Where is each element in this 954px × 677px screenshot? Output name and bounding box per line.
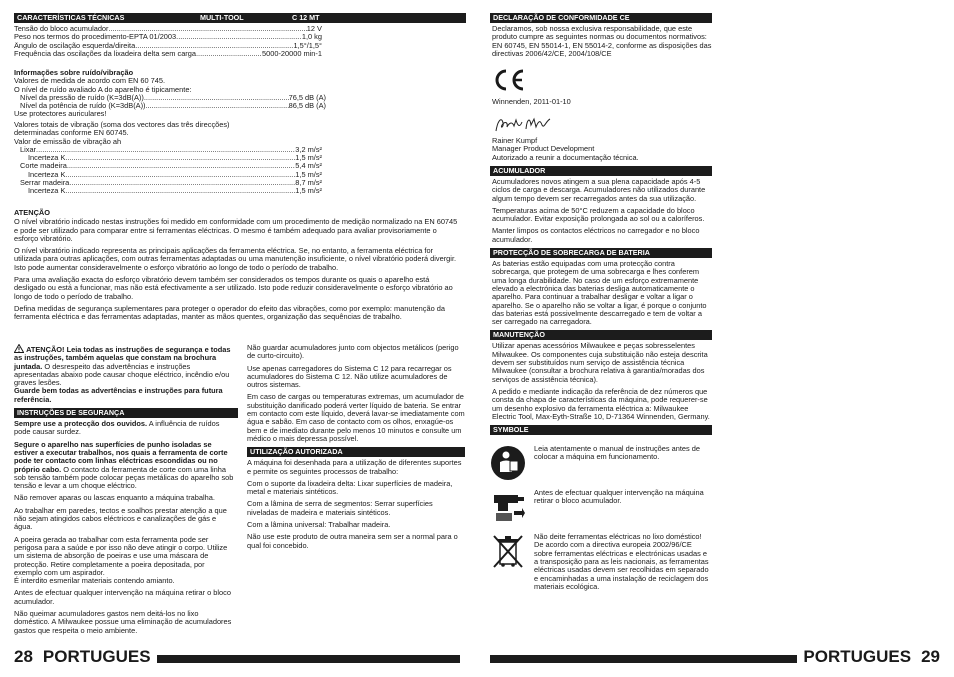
spec-header-model: C 12 MT — [292, 13, 320, 22]
conformity-text: Declaramos, sob nossa exclusiva responsabilidade, que este produto cumpre as seguintes normas ou documentos normativos: EN 60745, EN 55014-1, EN 55014-2, conforme as disposições das directivas 2006/42/CE, 2004/108/CE — [492, 24, 712, 58]
noise-intro: O nível de ruído avaliado A do aparelho é tipicamente: — [14, 84, 192, 94]
battery-paragraph: Acumuladores novos atingem a sua plena capacidade após 4-5 ciclos de carga e descarga. Acumuladores não utilizados durante algum tempo devem ser recarregados antes da sua utilização. — [492, 176, 706, 203]
read-manual-icon — [490, 445, 526, 481]
noise-title: Informações sobre ruído/vibração — [14, 68, 134, 77]
crossed-bin-icon — [490, 533, 526, 569]
spec-row: Peso nos termos do procedimento-EPTA 01/2003 ..... 1,0 kg — [14, 33, 322, 41]
remove-battery-icon — [490, 489, 526, 525]
safety-item: Use apenas carregadores do Sistema C 12 para recarregar os acumuladores do Sistema C 12. Não utilize acumuladores de outros sistemas. — [247, 363, 452, 390]
use-header: UTILIZAÇÃO AUTORIZADA — [247, 447, 465, 457]
warning-bold-text: ATENÇÃO! Leia todas as instruções de segurança e todas as instruções, também aquelas que constam na brochura juntada. — [14, 345, 231, 371]
vibration-intro: Valores totais de vibração (soma dos vectores das três direcções) determinadas conforme EN 60745. — [14, 120, 230, 138]
safety-item: Segure o aparelho nas superfícies de punho isoladas se estiver a executar trabalhos, nos quais a ferramenta de corte pode ter contacto com linhas eléctricas escondidas ou no próprio cabo. O contacto da ferramenta de corte com uma linha sob tensão também pode colocar peças metálicas do aparelho sob tensão e levar a um choque eléctrico. — [14, 439, 234, 491]
warning-text: O desrespeito das advertências e instruções apresentadas abaixo pode causar choque eléctrico, incêndio e/ou graves lesões. — [14, 361, 230, 388]
noise-row: Nível da potência de ruído (K=3dB(A)) ..... 86,5 dB (A) — [14, 102, 326, 110]
use-paragraph: Com a lâmina de serra de segmentos: Serrar superfícies niveladas de madeira e materiais sintéticos. — [247, 499, 433, 517]
warning-bold-text: Guarde bem todas as advertências e instruções para futura referência. — [14, 386, 223, 404]
ce-mark-icon — [492, 68, 526, 92]
symbol-text: Leia atentamente o manual de instruções antes de colocar a máquina em funcionamento. — [534, 444, 700, 462]
safety-item: Não remover aparas ou lascas enquanto a máquina trabalha. — [14, 493, 215, 503]
general-warning — [14, 344, 234, 404]
vibration-row: Serrar madeira ..... 8,7 m/s² — [14, 179, 322, 187]
battery-paragraph: Manter limpos os contactos eléctricos no carregador e no bloco acumulador. — [492, 226, 700, 244]
symbol-item — [490, 489, 712, 525]
safety-item: Sempre use a protecção dos ouvidos. A influência de ruídos pode causar surdez. — [14, 419, 220, 437]
symbol-item — [490, 533, 712, 591]
place-date: Winnenden, 2011-01-10 — [492, 97, 571, 107]
attention-paragraph: Defina medidas de segurança suplementares para proteger o operador do efeito das vibrações, como por exemplo: manutenção da ferramenta eléctrica e das ferramentas adaptadas, manter as mãos quentes, organização das sequências de trabalho. — [14, 303, 445, 322]
conformity-header: DECLARAÇÃO DE CONFORMIDADE CE — [490, 13, 712, 23]
use-paragraph: A máquina foi desenhada para a utilização de diferentes suportes e permite os seguintes processos de trabalho: — [247, 458, 462, 476]
language-title: PORTUGUES — [42, 647, 151, 666]
spec-header-model-type: MULTI-TOOL — [200, 13, 244, 22]
attention-paragraph: O nível vibratório indicado representa as principais aplicações da ferramenta eléctrica. Se, no entanto, a ferramenta eléctrica for utilizada para outras aplicações, com outras ferramentas adaptadas ou uma manutenção insuficiente, o nível vibratório poderá divergir. Isto pode aumentar consideravelmente o esforço vibratório ao longo de todo o período de trabalho. — [14, 246, 457, 272]
safety-header: INSTRUÇÕES DE SEGURANÇA — [14, 408, 238, 418]
vibration-section — [14, 121, 322, 196]
left-page-footer — [14, 648, 466, 665]
safety-item: Não guardar acumuladores junto com objectos metálicos (perigo de curto-circuito). — [247, 343, 459, 361]
spec-table — [14, 25, 322, 58]
ear-protection-note: Use protectores auriculares! — [14, 109, 107, 119]
battery-header: ACUMULADOR — [490, 166, 712, 176]
noise-intro: Valores de medida de acordo com EN 60 745. — [14, 76, 166, 86]
vibration-row: Incerteza K ..... 1,5 m/s² — [14, 154, 322, 162]
vibration-row: Incerteza K ..... 1,5 m/s² — [14, 171, 322, 179]
safety-item: A poeira gerada ao trabalhar com esta ferramenta pode ser perigosa para a saúde e por isso não deve atingir o corpo. Utilize um sistema de absorção de poeiras e use uma máscara de protecção. Retire completamente a poeira depositada, por exemplo com um aspirador. — [14, 534, 228, 577]
conformity-section — [490, 13, 712, 599]
safety-item: Em caso de cargas ou temperaturas extremas, um acumulador de substituição danificado poderá verter líquido de bateria. Se entrar em contacto com este líquido, deverá lavar-se imediatamente com água e sabão. Em caso de contacto com os olhos, enxagúe-os bem e de imediato durante pelo menos 10 minutos e consulte um médico o mais depressa possível. — [247, 392, 465, 443]
symbol-text: Não deite ferramentas eléctricas no lixo doméstico! De acordo com a directiva europeia 2002/96/CE sobre ferramentas eléctricas e electrónicas usadas e a transposição para as leis nacionais, as ferramentas eléctricas usadas devem ser recolhidas em separado e encaminhadas a uma instalação de reciclagem dos materiais ecológica. — [534, 532, 709, 591]
safety-item: Não queimar acumuladores gastos nem deitá-los no lixo doméstico. A Milwaukee possue uma eliminação de acumuladores gastos que respeita o meio ambiente. — [14, 609, 232, 635]
maintenance-paragraph: Utilizar apenas acessórios Milwaukee e peças sobresselentes Milwaukee. Os componentes cuja substituição não esteja descrita devem ser substituídos num serviço de assistência técnica Milwaukee (consultar a brochura relativa à garantia/moradas dos serviços de assistência técnica). — [492, 341, 708, 384]
page-number: 29 — [921, 647, 940, 666]
vibration-label: Valor de emissão de vibração ah — [14, 136, 122, 146]
safety-item: Ao trabalhar em paredes, tectos e soalhos prestar atenção a que não sejam atingidos cabos eléctricos e canalizações de gás e água. — [14, 505, 227, 532]
page-number: 28 — [14, 647, 33, 666]
signature-image — [494, 113, 554, 135]
vibration-row: Lixar ..... 3,2 m/s² — [14, 146, 322, 154]
spec-row: Ângulo de oscilação esquerda/direita ..... 1,5°/1,5° — [14, 42, 322, 50]
footer-bar — [490, 655, 797, 663]
right-page — [490, 0, 712, 677]
attention-paragraph: O nível vibratório indicado nestas instruções foi medido em conformidade com um procedimento de medição normalizado na EN 60745 e pode ser utilizado para comparar entre si ferramentas eléctricas. O mesmo é também adequado para avaliar provisoriamente o esforço vibratório. — [14, 217, 458, 243]
symbol-item — [490, 445, 712, 481]
right-page-footer — [490, 648, 940, 665]
noise-section — [14, 69, 326, 119]
overload-header: PROTECÇÃO DE SOBRECARGA DE BATERIA — [490, 248, 712, 258]
maintenance-header: MANUTENÇÃO — [490, 330, 712, 340]
safety-item: É interdito esmerilar materiais contendo amianto. — [14, 576, 175, 586]
authorized-note: Autorizado a reunir a documentação técnica. — [492, 152, 639, 162]
left-column-1 — [14, 344, 234, 639]
vibration-row: Corte madeira ..... 5,4 m/s² — [14, 162, 322, 170]
vibration-row: Incerteza K ..... 1,5 m/s² — [14, 187, 322, 195]
battery-paragraph: Temperaturas acima de 50°C reduzem a capacidade do bloco acumulador. Evitar exposição prolongada ao sol ou a caloríferos. — [492, 205, 705, 224]
noise-row: Nível da pressão de ruído (K=3dB(A)) ..... 76,5 dB (A) — [14, 94, 326, 102]
left-page — [14, 0, 466, 677]
use-paragraph: Não use este produto de outra maneira sem ser a normal para o qual foi concebido. — [247, 532, 458, 550]
safety-item: Antes de efectuar qualquer intervenção na máquina retirar o bloco acumulador. — [14, 588, 231, 606]
symbols-header: SYMBOLE — [490, 425, 712, 435]
left-column-2 — [247, 344, 465, 554]
spec-header — [14, 13, 466, 23]
overload-text: As baterias estão equipadas com uma protecção contra sobrecarga, que protegem de uma sobrecarga e lhes conferem uma longa durabilidade. No caso de um esforço extremamente elevado a electrónica das baterias desliga automaticamente o aparelho. Para continuar a trabalhar desligar e voltar a ligar o aparelho. Se o aparelho não se voltar a ligar, é porque o conjunto das baterias está possivelmente descarregado e tem de voltar a ser carregado na carregadora. — [492, 259, 707, 327]
footer-bar — [157, 655, 460, 663]
attention-title: ATENÇÃO — [14, 208, 50, 217]
signer-name: Rainer Kumpf — [492, 136, 538, 146]
use-paragraph: Com a lâmina universal: Trabalhar madeira. — [247, 520, 391, 530]
spec-row: Tensão do bloco acumulador ..... 12 V — [14, 25, 322, 33]
warning-triangle-icon — [14, 344, 24, 353]
spec-row: Frequência das oscilações da lixadeira delta sem carga ..... 5000-20000 min-1 — [14, 50, 322, 58]
language-title: PORTUGUES — [803, 647, 912, 666]
attention-paragraph: Para uma avaliação exacta do esforço vibratório devem também ser considerados os tempos durante os quais o aparelho está desligado ou está a funcionar, mas não está efectivamente a ser utilizado. Isto pode reduzir consideravelmente o esforço vibratório ao longo de todo o período de trabalho. — [14, 275, 453, 301]
use-paragraph: Com o suporte da lixadeira delta: Lixar superfícies de madeira, metal e materiais sintéticos. — [247, 478, 453, 497]
symbol-text: Antes de efectuar qualquer intervenção na máquina retirar o bloco acumulador. — [534, 488, 704, 506]
spec-header-title: CARACTERÍSTICAS TÉCNICAS — [17, 13, 125, 22]
attention-section — [14, 209, 460, 326]
signer-position: Manager Product Development — [492, 144, 595, 154]
maintenance-paragraph: A pedido e mediante indicação da referência de dez números que consta da chapa de características da máquina, pode requerer-se um desenho explosivo da ferramenta eléctrica a: Milwaukee Electric Tool, Max-Eyth-Straße 10, D-71364 Winnenden, Germany. — [492, 386, 710, 421]
